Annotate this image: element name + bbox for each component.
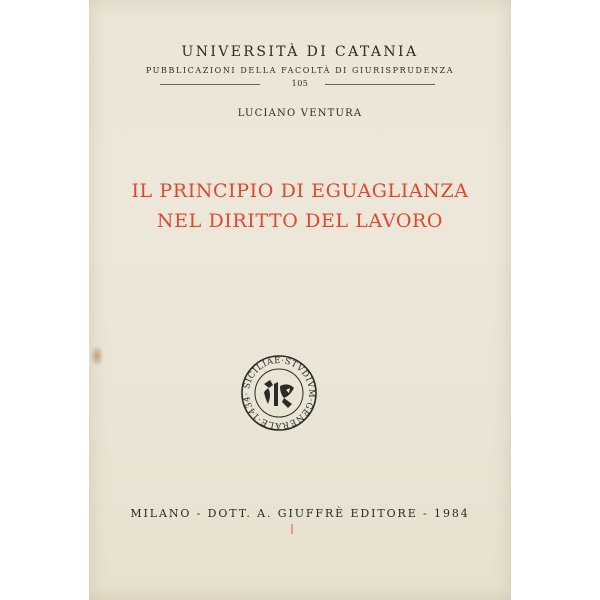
author-name: LUCIANO VENTURA bbox=[237, 108, 363, 119]
paper-stain bbox=[90, 345, 104, 367]
ink-mark bbox=[291, 524, 293, 534]
book-title-line-1: IL PRINCIPIO DI EGUAGLIANZA bbox=[131, 180, 469, 202]
university-name: UNIVERSITÀ DI CATANIA bbox=[181, 44, 419, 60]
series-rule-right bbox=[325, 84, 435, 85]
university-seal-icon bbox=[240, 354, 318, 432]
book-title-line-2: NEL DIRITTO DEL LAVORO bbox=[156, 210, 444, 232]
publisher-line: MILANO - DOTT. A. GIUFFRÈ EDITORE - 1984 bbox=[130, 507, 470, 520]
series-number: 105 bbox=[291, 79, 309, 88]
svg-text:SICILIAE·STVDIVM·GENERALE·1434: SICILIAE·STVDIVM·GENERALE·1434· bbox=[241, 355, 317, 431]
series-name: PUBBLICAZIONI DELLA FACOLTÀ DI GIURISPRUDENZA bbox=[145, 66, 455, 75]
